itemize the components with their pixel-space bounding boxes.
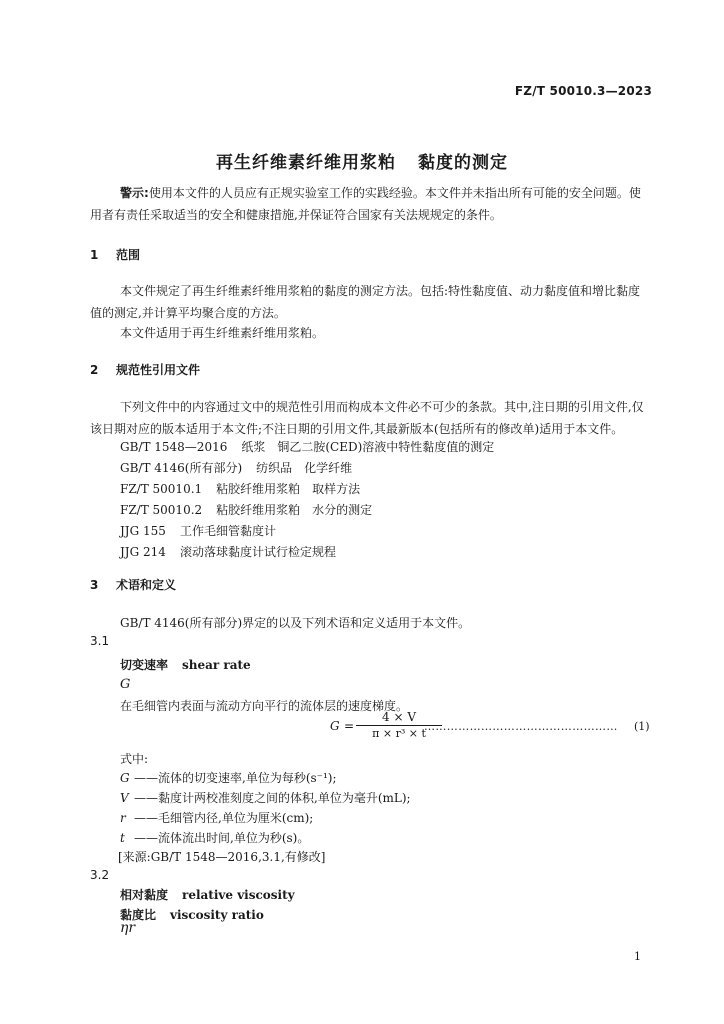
section-3-intro: GB/T 4146(所有部分)界定的以及下列术语和定义适用于本文件。 bbox=[120, 616, 471, 630]
formula-leader-dots: …………………………………………… bbox=[424, 720, 618, 733]
where-description: ——流体的切变速率,单位为每秒(s⁻¹); bbox=[134, 771, 337, 785]
reference-title: 工作毛细管黏度计 bbox=[179, 524, 276, 538]
warning-label: 警示: bbox=[120, 186, 149, 200]
section-3-number: 3 bbox=[90, 578, 99, 592]
term-alt-en: viscosity ratio bbox=[170, 908, 264, 922]
term-name bbox=[120, 886, 295, 903]
title-part2: 黏度的测定 bbox=[418, 153, 508, 173]
section-1-paragraph-2: 本文件适用于再生纤维素纤维用浆粕。 bbox=[120, 326, 325, 340]
reference-item bbox=[120, 458, 352, 478]
reference-code: JJG 214 bbox=[120, 545, 166, 559]
formula-equals: = bbox=[344, 719, 355, 733]
reference-item bbox=[120, 500, 372, 520]
where-label: 式中: bbox=[120, 752, 149, 766]
title-part1: 再生纤维素纤维用浆粕 bbox=[216, 153, 396, 173]
reference-title: 纸浆 铜乙二胺(CED)溶液中特性黏度值的测定 bbox=[241, 440, 495, 454]
reference-code: JJG 155 bbox=[120, 524, 166, 538]
term-symbol: G bbox=[120, 677, 131, 692]
section-3-title: 术语和定义 bbox=[116, 578, 177, 592]
where-description: ——毛细管内径,单位为厘米(cm); bbox=[134, 811, 314, 825]
section-3-heading bbox=[90, 576, 176, 593]
formula-number: (1) bbox=[634, 720, 650, 733]
reference-code: GB/T 4146(所有部分) bbox=[120, 461, 243, 475]
formula-denominator: π × r³ × t bbox=[372, 727, 426, 740]
term-name-zh: 相对黏度 bbox=[120, 888, 169, 902]
warning-text: 使用本文件的人员应有正规实验室工作的实践经验。本文件并未指出所有可能的安全问题。使用者有责任采取适当的安全和健康措施,并保证符合国家有关法规规定的条件。 bbox=[90, 186, 641, 222]
where-variable: t bbox=[120, 831, 125, 845]
section-2-heading bbox=[90, 361, 200, 378]
term-name-zh: 切变速率 bbox=[120, 658, 169, 672]
reference-title: 纺织品 化学纤维 bbox=[256, 461, 353, 475]
term-name-en: shear rate bbox=[182, 658, 251, 672]
where-item bbox=[120, 788, 411, 808]
page-number: 1 bbox=[634, 950, 641, 963]
term-symbol: ηr bbox=[120, 920, 136, 936]
where-variable: V bbox=[120, 791, 129, 805]
reference-code: GB/T 1548—2016 bbox=[120, 440, 228, 454]
section-1-paragraph-1: 本文件规定了再生纤维素纤维用浆粕的黏度的测定方法。包括:特性黏度值、动力黏度值和增比黏度值的测定,并计算平均聚合度的方法。 bbox=[90, 284, 641, 320]
where-description: ——黏度计两校准刻度之间的体积,单位为毫升(mL); bbox=[134, 791, 411, 805]
section-2-title: 规范性引用文件 bbox=[116, 363, 201, 377]
where-description: ——流体流出时间,单位为秒(s)。 bbox=[134, 831, 310, 845]
term-source: [来源:GB/T 1548—2016,3.1,有修改] bbox=[118, 850, 326, 864]
term-number: 3.1 bbox=[90, 634, 110, 648]
formula-numerator: 4 × V bbox=[356, 710, 442, 726]
section-1-number: 1 bbox=[90, 248, 99, 262]
term-name bbox=[120, 656, 251, 673]
reference-title: 粘胶纤维用浆粕 水分的测定 bbox=[216, 503, 373, 517]
section-1-title: 范围 bbox=[116, 248, 141, 262]
reference-item bbox=[120, 521, 276, 541]
where-item bbox=[120, 808, 313, 828]
formula-lhs: G bbox=[330, 719, 340, 733]
where-item bbox=[120, 768, 337, 788]
reference-title: 滚动落球黏度计试行检定规程 bbox=[179, 545, 336, 559]
standard-code: FZ/T 50010.3—2023 bbox=[514, 84, 652, 98]
term-name-en: relative viscosity bbox=[182, 888, 295, 902]
term-definition: 在毛细管内表面与流动方向平行的流体层的速度梯度。 bbox=[120, 699, 409, 713]
where-variable: r bbox=[120, 811, 126, 825]
warning-paragraph bbox=[90, 182, 652, 226]
section-2-intro: 下列文件中的内容通过文中的规范性引用而构成本文件必不可少的条款。其中,注日期的引用文件,仅该日期对应的版本适用于本文件;不注日期的引用文件,其最新版本(包括所有的修改单)适用于本文件。 bbox=[90, 400, 644, 436]
where-item bbox=[120, 828, 309, 848]
where-variable: G bbox=[120, 771, 130, 785]
reference-code: FZ/T 50010.1 bbox=[120, 482, 203, 496]
page-title bbox=[0, 148, 724, 173]
reference-item bbox=[120, 479, 360, 499]
reference-item bbox=[120, 437, 494, 457]
section-1-heading bbox=[90, 246, 140, 263]
section-2-number: 2 bbox=[90, 363, 99, 377]
reference-code: FZ/T 50010.2 bbox=[120, 503, 203, 517]
reference-item bbox=[120, 542, 336, 562]
term-number: 3.2 bbox=[90, 868, 110, 882]
term-alt-name bbox=[120, 906, 264, 923]
term-alt-zh: 黏度比 bbox=[120, 908, 157, 922]
reference-title: 粘胶纤维用浆粕 取样方法 bbox=[216, 482, 361, 496]
